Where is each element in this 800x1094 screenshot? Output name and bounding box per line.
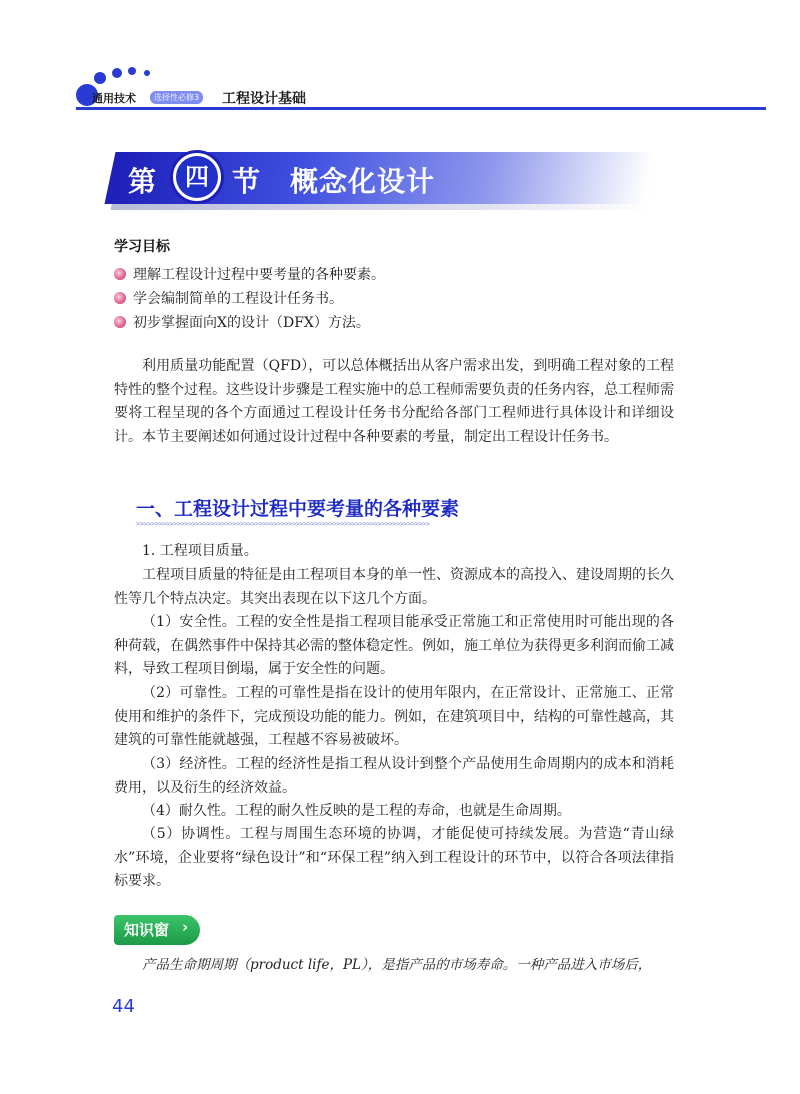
section-heading-1: 一、工程设计过程中要考量的各种要素 xyxy=(136,498,460,520)
knowledge-window-text: 产品生命期周期（product life，PL），是指产品的市场寿命。一种产品进入市场后， xyxy=(142,957,652,973)
objectives-title: 学习目标 xyxy=(114,239,170,255)
heading-dotted-rule: >>>>>>>>>>>>>>>>>>>>>>>>>>>>>>>>>>>>>>>>>>>>>>>>>>>>>>>>>>>>>>>>>>>>>>>>>>>>>>> xyxy=(136,520,430,528)
objective-item xyxy=(114,264,385,284)
header-dot-tiny xyxy=(128,67,136,75)
header-chapter-title: 工程设计基础 xyxy=(222,91,306,107)
pink-bullet-icon xyxy=(114,292,126,304)
pink-bullet-icon xyxy=(114,316,126,328)
objective-text: 初步掌握面向X的设计（DFX）方法。 xyxy=(133,315,370,331)
harmony-paragraph: （5）协调性。工程与周围生态环境的协调，才能促使可持续发展。为营造“青山绿水”环境，企业要将“绿色设计”和“环保工程”纳入到工程设计的环节中，以符合各项法律指标要求。 xyxy=(114,826,674,889)
item-1-title: 1. 工程项目质量。 xyxy=(142,543,258,559)
safety-paragraph: （1）安全性。工程的安全性是指工程项目能承受正常施工和正常使用时可能出现的各种荷载，在偶然事件中保持其必需的整体稳定性。例如，施工单位为获得更多利润而偷工减料，导致工程项目倒塌，属于安全性的问题。 xyxy=(114,614,674,677)
section-number: 四 xyxy=(176,156,218,198)
header-badge: 选择性必修3 xyxy=(150,91,203,104)
objective-item xyxy=(114,288,343,308)
durability-paragraph: （4）耐久性。工程的耐久性反映的是工程的寿命，也就是生命周期。 xyxy=(142,803,571,819)
chevron-right-icon: › xyxy=(182,918,189,936)
objective-item xyxy=(114,312,370,332)
economy-paragraph: （3）经济性。工程的经济性是指工程从设计到整个产品使用生命周期内的成本和消耗费用，以及衍生的经济效益。 xyxy=(114,756,674,796)
knowledge-window-label: 知识窗 xyxy=(124,921,170,939)
pink-bullet-icon xyxy=(114,268,126,280)
objective-text: 学会编制简单的工程设计任务书。 xyxy=(133,291,343,307)
header-book-title: 通用技术 xyxy=(92,92,136,105)
intro-paragraph: 利用质量功能配置（QFD），可以总体概括出从客户需求出发，到明确工程对象的工程特性的整个过程。这些设计步骤是工程实施中的总工程师需要负责的任务内容，总工程师需要将工程呈现的各个方面通过工程设计任务书分配给各部门工程师进行具体设计和详细设计。本节主要阐述如何通过设计过程中各种要素的考量，制定出工程设计任务书。 xyxy=(114,358,674,445)
page-number: 44 xyxy=(112,996,135,1017)
objective-text: 理解工程设计过程中要考量的各种要素。 xyxy=(133,267,385,283)
reliability-paragraph: （2）可靠性。工程的可靠性是指在设计的使用年限内，在正常设计、正常施工、正常使用和维护的条件下，完成预设功能的能力。例如，在建筑项目中，结构的可靠性越高，其建筑的可靠性能就越强，工程越不容易被破坏。 xyxy=(114,685,674,748)
header-dot-medium xyxy=(94,72,106,84)
header-dot-mini xyxy=(144,70,150,76)
section-suffix: 节 xyxy=(232,165,261,198)
section-title: 概念化设计 xyxy=(290,165,436,198)
header-dot-small xyxy=(112,68,122,78)
quality-paragraph: 工程项目质量的特征是由工程项目本身的单一性、资源成本的高投入、建设周期的长久性等几个特点决定。其突出表现在以下这几个方面。 xyxy=(114,567,674,607)
header-rule xyxy=(76,107,766,110)
section-prefix: 第 xyxy=(128,165,157,198)
